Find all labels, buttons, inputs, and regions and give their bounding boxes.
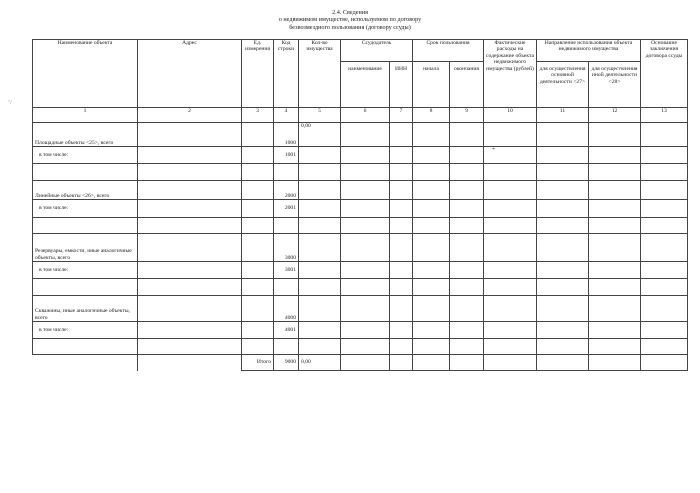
title-line-2: о недвижимом имуществе, используемом по договору (278, 16, 422, 24)
header-lender: Ссудодатель (341, 40, 413, 62)
table-row-empty (33, 218, 688, 234)
header-row-1 (33, 40, 688, 62)
col-number: 7 (390, 108, 413, 123)
row-name: Площадные объекты <25>, всего (33, 123, 138, 147)
col-number: 8 (413, 108, 450, 123)
title-line-3: безвозмездного пользования (договору ссуды) (289, 23, 411, 31)
header-term: Срок пользования (413, 40, 484, 62)
col-number: 12 (589, 108, 641, 123)
row-code: 3001 (274, 262, 299, 279)
row-code: 2001 (274, 200, 299, 218)
row-code: 2000 (274, 181, 299, 200)
row-name: в том числе: (33, 322, 138, 339)
total-label: Итого (242, 355, 274, 371)
total-code: 9000 (274, 355, 299, 371)
column-numbers-row (33, 108, 688, 123)
header-term-start: начала (413, 62, 450, 108)
col-number: 5 (299, 108, 341, 123)
total-qty: 0,00 (299, 355, 341, 371)
header-qty: Кол-во имущества (299, 40, 341, 108)
col-number: 4 (274, 108, 299, 123)
row-name: в том числе: (33, 147, 138, 164)
table-row (33, 123, 688, 147)
col-number: 6 (341, 108, 390, 123)
property-table (32, 39, 688, 371)
row-mark: * (484, 147, 537, 164)
row-code: 4000 (274, 296, 299, 322)
table-row-empty (33, 164, 688, 181)
header-direction: Направление использования объекта недвижимого имущества (537, 40, 641, 62)
table-row (33, 147, 688, 164)
header-lender-name: наименование (341, 62, 390, 108)
table-row (33, 181, 688, 200)
col-number: 1 (33, 108, 138, 123)
title-line-1: 2.4. Сведения (332, 9, 368, 16)
header-address: Адрес (138, 40, 242, 108)
table-row (33, 200, 688, 218)
header-basis: Основание заключения договора ссуды (641, 40, 688, 108)
col-number: 11 (537, 108, 589, 123)
table-row (33, 234, 688, 262)
table-row-empty (33, 339, 688, 355)
row-name: в том числе: (33, 262, 138, 279)
table-row-empty (33, 279, 688, 296)
col-number: 3 (242, 108, 274, 123)
col-number: 9 (450, 108, 484, 123)
header-lender-inn: ИНН (390, 62, 413, 108)
header-expenses: Фактические расходы на содержание объекта недвижимого имущества (рублей) (484, 40, 537, 108)
table-row (33, 322, 688, 339)
header-term-end: окончания (450, 62, 484, 108)
header-unit: Ед. измерения (242, 40, 274, 108)
row-name: Скважины, иные аналогичные объекты, всего (33, 296, 138, 322)
table-row (33, 262, 688, 279)
col-number: 2 (138, 108, 242, 123)
col-number: 13 (641, 108, 688, 123)
row-name: Резервуары, емкости, иные аналогичные объекты, всего (33, 234, 138, 262)
row-code: 4001 (274, 322, 299, 339)
row-qty: 0,00 (299, 123, 341, 147)
margin-mark: ʻ/ (8, 100, 12, 106)
header-dir-main: для осуществления основной деятельности <27> (537, 62, 589, 108)
header-code: Код строки (274, 40, 299, 108)
col-number: 10 (484, 108, 537, 123)
row-name: в том числе: (33, 200, 138, 218)
header-dir-other: для осуществления иной деятельности <28> (589, 62, 641, 108)
row-code: 1001 (274, 147, 299, 164)
row-name: Линейные объекты <26>, всего (33, 181, 138, 200)
header-name: Наименование объекта (33, 40, 138, 108)
table-row (33, 296, 688, 322)
row-code: 1000 (274, 123, 299, 147)
total-row (33, 355, 688, 371)
document-title (0, 9, 700, 31)
row-code: 3000 (274, 234, 299, 262)
